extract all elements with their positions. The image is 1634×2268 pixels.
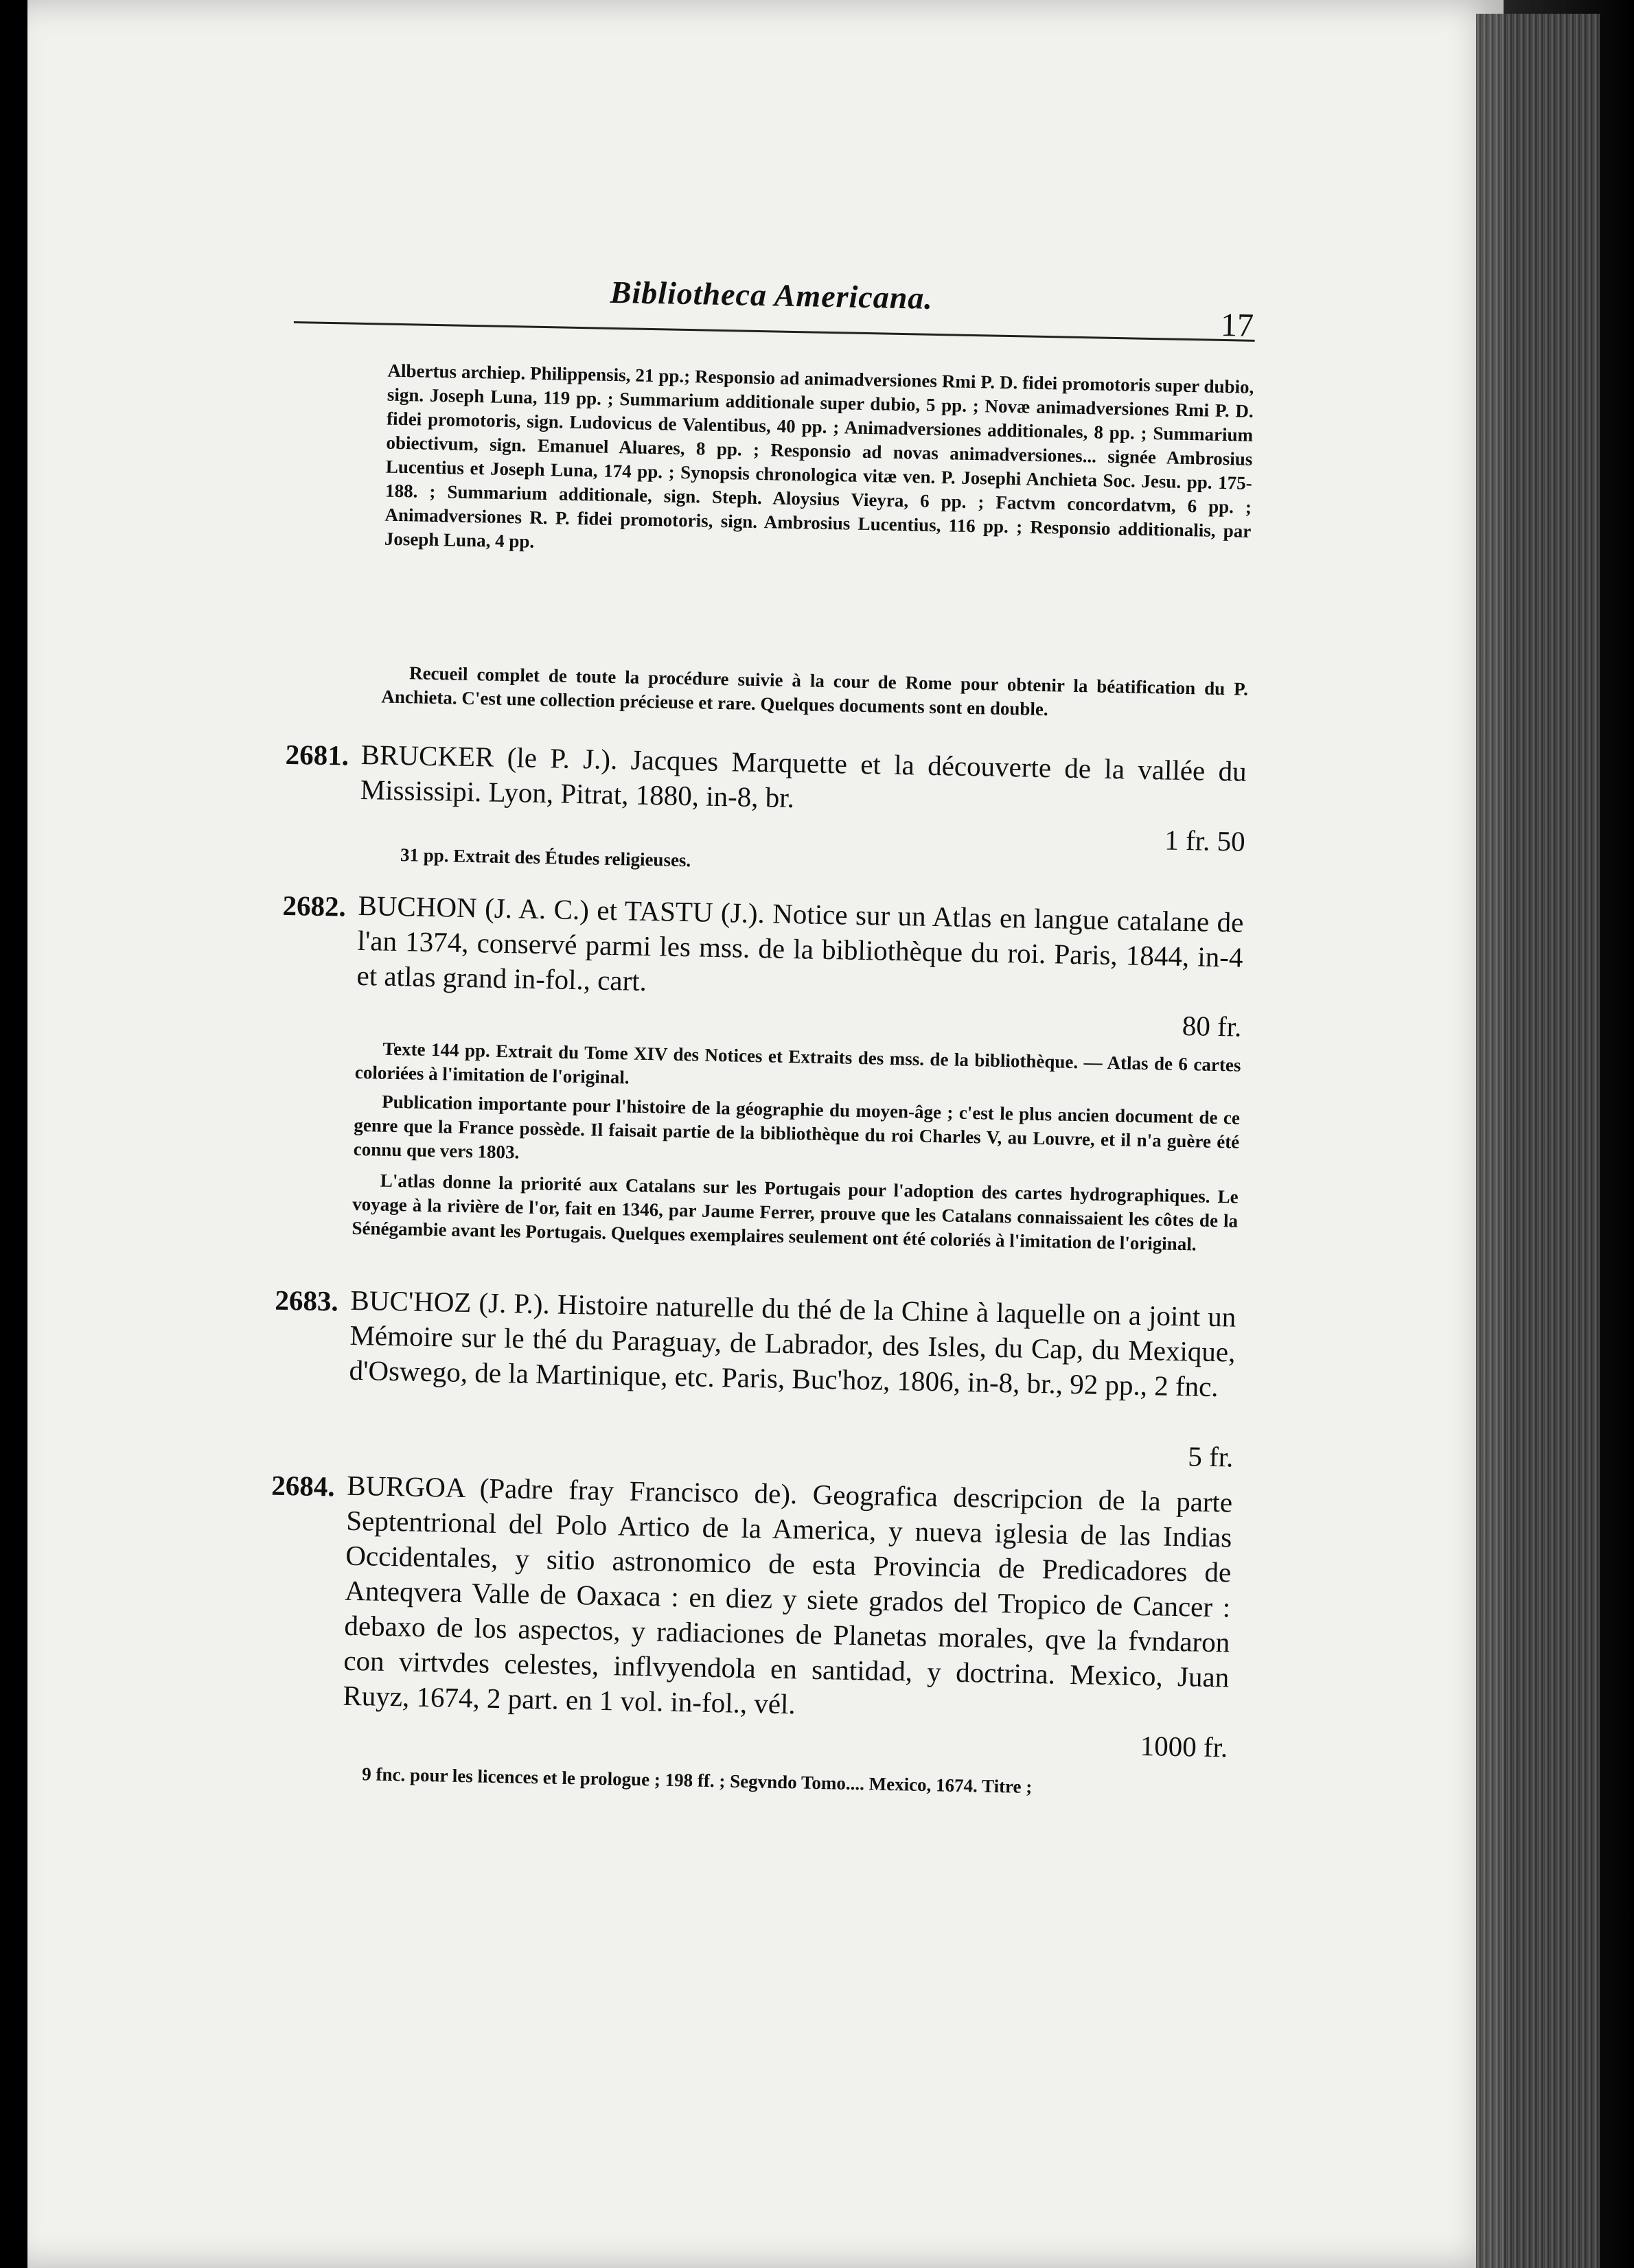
entry-number: 2684. — [271, 1469, 336, 1503]
entry-price: 5 fr. — [1187, 1440, 1234, 1473]
entry-number: 2683. — [275, 1284, 339, 1317]
page-content — [261, 247, 1256, 2050]
continuation-note: Recueil complet de toute la procédure suivie à la cour de Rome pour obtenir la béatification du P. Anchieta. C'est une collection précieuse et rare. Quelques documents sont en double. — [381, 662, 1249, 720]
page-number: 17 — [1220, 306, 1254, 344]
entry-price: 80 fr. — [1182, 1010, 1242, 1043]
entry-note: Texte 144 pp. Extrait du Tome XIV des Notices et Extraits des mss. de la bibliothèque. — Atlas de 6 cartes coloriées à l'imitation de l'original. — [354, 1038, 1241, 1088]
entry-number: 2681. — [285, 738, 349, 772]
continuation-text: Albertus archiep. Philippensis, 21 pp.; Responsio ad animadversiones Rmi P. D. fidei promotoris super dubio, sign. Joseph Luna, 119 pp. ; Summarium additionale super dubio, 5 pp. ; Novæ animadversiones Rmi P. D. fidei promotoris, sign. Ludovicus de Valentibus, 40 pp. ; Animadversiones additionales, 8 pp. ; Summarium obiectivum, sign. Emanuel Aluares, 8 pp. ; Responsio ad novas animadversiones... signée Ambrosius Lucentius et Joseph Luna, 174 pp. ; Synopsis chronologica vitæ ven. P. Josephi Anchieta Soc. Jesu. pp. 175-188. ; Summarium additionale, sign. Steph. Aloysius Vieyra, 6 pp. ; Factvm concordatvm, 6 pp. ; Animadversiones R. P. fidei promotoris, sign. Ambrosius Lucentius, 116 pp. ; Responsio additionalis, par Joseph Luna, 4 pp. — [384, 360, 1254, 552]
page-edge-stack — [1476, 14, 1600, 2268]
left-dark-strip — [0, 0, 27, 2268]
entry-price: 1000 fr. — [1140, 1730, 1228, 1763]
entry-text: BRUCKER (le P. J.). Jacques Marquette et la découverte de la vallée du Mississipi. Lyon, Pitrat, 1880, in-8, br. — [360, 738, 1247, 814]
running-title: Bibliotheca Americana. — [610, 274, 934, 316]
entry-note: 9 fnc. pour les licences et le prologue ; 198 ff. ; Segvndo Tomo.... Mexico, 1674. Titre ; — [362, 1763, 1033, 1798]
entry-note: 31 pp. Extrait des Études religieuses. — [400, 844, 691, 871]
entry-text: BURGOA (Padre fray Francisco de). Geografica descripcion de la parte Septentrional del Polo Artico de la America, y nueva iglesia de las Indias Occidentales, y sitio astronomico de esta Provincia de Predicadores de Anteqvera Valle de Oaxaca : en diez y siete grados del Tropico de Cancer : debaxo de los aspectos, y radiaciones de Planetas morales, qve la fvndaron con virtvdes celestes, inflvyendola en santidad, y doctrina. Mexico, Juan Ruyz, 1674, 2 part. en 1 vol. in-fol., vél. — [343, 1469, 1233, 1720]
entry-text: BUC'HOZ (J. P.). Histoire naturelle du thé de la Chine à laquelle on a joint un Mémoire sur le thé du Paraguay, de Labrador, des Isles, du Cap, du Mexique, d'Oswego, de la Martinique, etc. Paris, Buc'hoz, 1806, in-8, br., 92 pp., 2 fnc. — [349, 1284, 1236, 1403]
entry-text: BUCHON (J. A. C.) et TASTU (J.). Notice sur un Atlas en langue catalane de l'an 1374, conservé parmi les mss. de la bibliothèque du roi. Paris, 1844, in-4 et atlas grand in-fol., cart. — [356, 889, 1244, 997]
header-rule — [294, 321, 1255, 342]
entry-number: 2682. — [282, 889, 347, 923]
entry-note: L'atlas donne la priorité aux Catalans sur les Portugais pour l'adoption des cartes hydrographiques. Le voyage à la rivière de l'or, fait en 1346, par Jaume Ferrer, prouve que les Catalans connaissaient les côtes de la Sénégambie avant les Portugais. Quelques exemplaires seulement ont été coloriés à l'imitation de l'original. — [352, 1170, 1239, 1255]
entry-note: Publication importante pour l'histoire de la géographie du moyen-âge ; c'est le plus ancien document de ce genre que la France possède. Il faisait partie de la bibliothèque du roi Charles V, au Louvre, et il n'a guère été connu que vers 1803. — [353, 1091, 1241, 1163]
entry-price: 1 fr. 50 — [1164, 824, 1246, 857]
